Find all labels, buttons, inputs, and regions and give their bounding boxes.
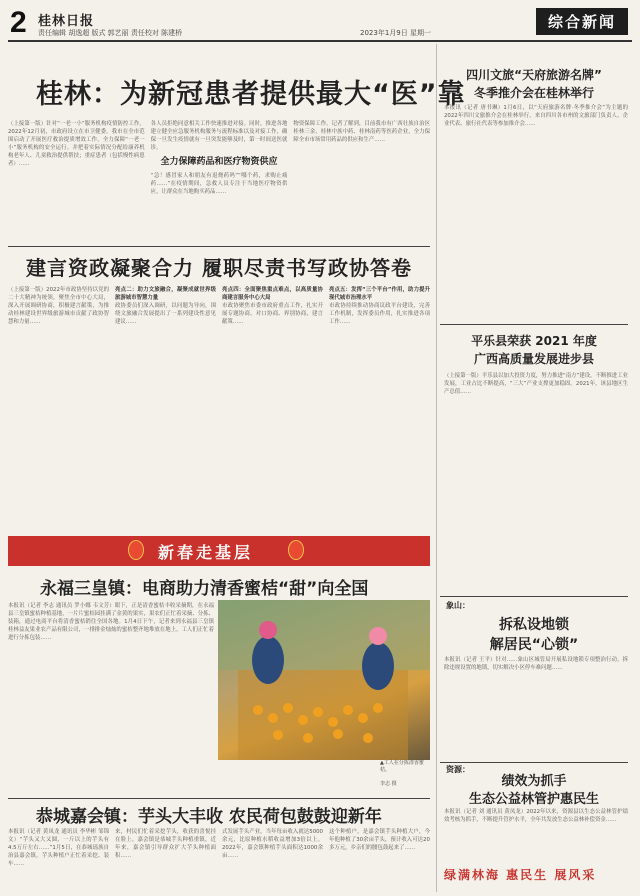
story4-column-1: 本报讯（记者 黄凤龙 通讯员 李华彬 邹锦文）“芋头又大又圆，一斤以上的芋头有4.5万斤左右……”1月5日，在恭城瑶族自治县嘉会镇，芋头种植户正忙着采挖、装车……: [8, 829, 109, 867]
story2-column-3-text: 市政协聚焦市委市政府重点工作，扎实开展专题协商、对口协商、界别协商，建言献策……: [222, 303, 323, 325]
issue-date: 2023年1月9日 星期一: [360, 29, 431, 37]
lead-column-2-text: 各人员拒绝同意相关工作快速推进对接。同时，推进各地建立健全应急服务机构服务与流程标准以及对接工作，确保一旦发生疫情就有一旦突发能够及时，第一时间送医就诊。: [150, 121, 288, 151]
story2-column-2: [115, 286, 216, 532]
story2-subhead-2: 亮点二：助力文旅融合，凝聚成就世界级旅游城市智慧力量: [115, 287, 216, 301]
story3-article-body: 本报讯（记者 李志 通讯员 罗小娜 韦文芳）眼下，正是清香蜜桔丰收采摘期，在永福县三皇镇蜜桔种植基地，一片片蜜桔园挂满了金黄的果实，果农们正忙着采摘、分拣、装箱，通过电商平台将清香蜜桔销往全国各地。1月4日下午，记者来到永福县三皇镇桂林益友果业农产品有限公司，一排排金灿灿的蜜桔整齐地堆放在地上，工人们正忙着进行分拣包装……: [8, 603, 214, 641]
lantern-icon: [288, 540, 304, 560]
right-story2-body: （上接第一版）平乐县以加大投资力度，努力推进“南方”建设，不断推进工业发展，工业占比不断提高，“三大”产业支撑更加稳固。2021年，该县地区生产总值……: [444, 373, 628, 395]
right-story1-headline-2: 冬季推介会在桂林举行: [473, 86, 594, 100]
lead-subhead: 全力保障药品和医疗物资供应: [160, 157, 278, 167]
story2-headline: 建言资政凝聚合力 履职尽责书写政协答卷: [26, 256, 412, 280]
lantern-icon: [128, 540, 144, 560]
story4-headline: 恭城嘉会镇：芋头大丰收 农民荷包鼓鼓迎新年: [36, 807, 382, 827]
story4-column-3: 式发展芋头产业，当年每亩收入就达5000余元，比原种植水稻收益增加3倍以上。2022年，嘉会镇种植芋头面积达1000余亩……: [222, 829, 323, 859]
section-divider: [440, 596, 628, 597]
lead-headline: 桂林：为新冠患者提供最大“医”靠: [36, 79, 466, 110]
editor-credits: 责任编辑 胡逸超 版式 郭艺丽 责任校对 陈建桥: [38, 29, 183, 37]
story2-article-body: [8, 286, 430, 532]
section-divider: [8, 246, 430, 247]
right-story2-headline-1: 平乐县荣获 2021 年度: [471, 334, 597, 348]
story4-column-4: 这个种植户，是嘉会镇芋头种植大户，今年他种植了30余亩芋头，预计收入可达20多万元，乡亲们的腰包鼓起来了……: [329, 829, 430, 851]
right-story1-headline-1: 四川文旅“天府旅游名牌”: [466, 68, 602, 82]
story3-headline: 永福三皇镇：电商助力清香蜜桔“甜”向全国: [40, 579, 369, 599]
story2-subhead-4: 亮点五：发挥“三个平台”作用，助力提升现代城市治理水平: [329, 287, 430, 301]
banner-title: 新春走基层: [158, 543, 254, 562]
lead-article-body: [8, 120, 430, 242]
page-number: 2: [10, 6, 27, 39]
story2-subhead-3: 亮点四：全面聚焦重点难点，以高质量协商建言服务中心大局: [222, 287, 323, 301]
right-story4-kicker: 资源：: [446, 765, 470, 774]
story2-column-4: [329, 286, 430, 532]
right-story4-headline-2: 生态公益林管护惠民生: [468, 792, 599, 807]
masthead: [8, 6, 632, 42]
photo-caption: ▲工人在分拣清香蜜桔。: [380, 760, 424, 773]
right-story4-body: 本报讯（记者 刘 通讯员 黄凤龙）2022年以来，资源县以生态公益林管护绩效考核为抓手，不断提升管护水平，全年共发放生态公益林补偿资金……: [444, 809, 628, 823]
right-story3-headline-2: 解居民“心锁”: [489, 637, 579, 653]
story2-column-3: [222, 286, 323, 532]
section-title: 综合新闻: [536, 8, 628, 35]
photo-credit: 李志 摄: [380, 781, 397, 787]
right-story1-body: 本报讯（记者 唐书琳）1月6日，以“天府旅游名牌·冬季推介会”为主题的2022年四川文旅推介会在桂林举行，来自四川各市州的文旅部门负责人、企业代表、旅行社代表等参加推介会……: [444, 105, 628, 127]
lead-column-3: 物资保障工作。记者了解到，目前我市有广西壮族自治区桂林三金、桂林中族中药、桂林南药等医药企业，全力保障全市市场常用药品的供应和生产……: [293, 121, 431, 143]
lead-column-1: （上接第一版）针对“一老一小”服务机构疫情防控工作，2022年12月初，市政府设立在市卫健委，我市在全市范围启动了开展医疗救治提质增效工作，全力保障“一老一小”服务机构的安全运行。并把着实际情况分配给康养机构老年人、儿童救治提供帮扶；重症患者（包括慢性病患者）……: [8, 121, 145, 167]
section-divider: [440, 324, 628, 325]
lead-column-2: [151, 120, 288, 242]
footer-stamp: 绿满林海 惠民生 展风采: [444, 868, 597, 882]
story4-column-2: 来，村民们忙着采挖芋头，收获的喜悦挂在脸上。嘉会镇是恭城芋头种植重镇，近年来，嘉会镇引导群众扩大芋头种植面积……: [115, 829, 216, 859]
spring-festival-banner: [8, 536, 430, 566]
section-divider: [440, 762, 628, 763]
right-story3-kicker: 象山：: [446, 601, 470, 610]
story2-column-1: （上接第一版）2022年市政协坚持以党的二十大精神为统领，聚焦全市中心大局，深入开展调研协商，积极建言献策，为推动桂林建设世界级旅游城市贡献了政协智慧和力量……: [8, 287, 109, 325]
orange-sorting-photo: [218, 600, 430, 760]
story2-column-4-text: 市政协持续推动协商议政平台建设，完善工作机制，发挥委员作用，扎实推进各项工作……: [329, 303, 430, 325]
right-story4-headline-1: 绩效为抓手: [501, 774, 567, 789]
section-divider: [8, 798, 430, 799]
right-story3-headline-1: 拆私设地锁: [499, 617, 569, 633]
right-story2-headline-2: 广西高质量发展进步县: [473, 352, 594, 366]
lead-column-2b-text: “急！感冒家人和朋友有退烧药吗”“哪个药，求购止痛药……”在疫情期间，急救人员专注于当地医疗物资供应，让群众在当地购买药品……: [150, 173, 288, 195]
paper-name: 桂林日报: [38, 14, 95, 29]
right-story3-body: 本报讯（记者 王平）针对……象山区城管局开展私设地锁专项整治行动，拆除违规设置的地锁，切实解决小区停车难问题……: [444, 657, 628, 671]
story2-column-2-text: 政协委员们深入调研，以问题为导向，围绕文旅融合发展提出了一系列建设性意见建议……: [115, 303, 216, 325]
story4-article-body: [8, 828, 430, 890]
